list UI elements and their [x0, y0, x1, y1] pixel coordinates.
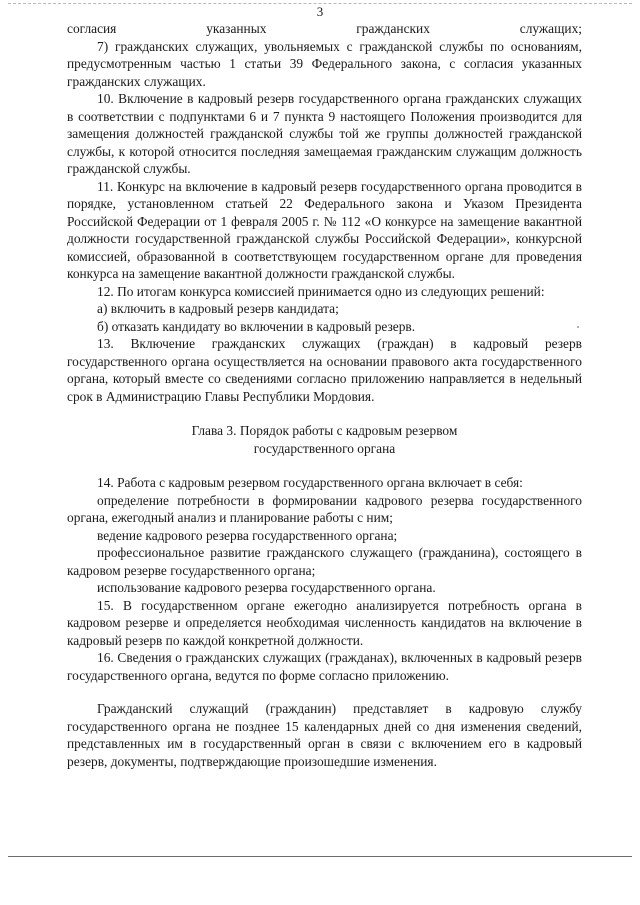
paragraph-14-item-definition: определение потребности в формировании кадрового резерва государственного органа, ежегодный анализ и планирование работы с ним; [67, 492, 582, 525]
paragraph-14-item-maintenance: ведение кадрового резерва государственного органа; [97, 527, 398, 543]
paragraph-10: 10. Включение в кадровый резерв государственного органа гражданских служащих в соответствии с подпунктами 6 и 7 пункта 9 настоящего Положения производится для замещения должностей гражданской службы той же группы должностей гражданской службы, к которой относится последняя замещаемая гражданским служащим должность гражданской службы. [67, 91, 582, 176]
paragraph-14-item-development: профессиональное развитие гражданского служащего (гражданина), состоящего в кадровом резерве государственного органа; [67, 545, 582, 578]
scan-speck [577, 326, 579, 328]
chapter-heading-line-1: Глава 3. Порядок работы с кадровым резервом [191, 423, 458, 438]
paragraph-consent-continuation: согласия указанных гражданских служащих; [67, 21, 582, 36]
paragraph-14-item-usage: использование кадрового резерва государственного органа. [97, 580, 436, 595]
chapter-3-heading [67, 422, 582, 457]
paragraph-11: 11. Конкурс на включение в кадровый резерв государственного органа проводится в порядке, установленном статьей 22 Федерального закона и Указом Президента Российской Федерации от 1 февраля 2005 г. № 112 «О конкурсе на замещение вакантной должности государственной гражданской службы Российской Федерации», конкурсной комиссией, образованной в соответствующем государственном органе для проведения конкурса на замещение вакантной должности гражданской службы. [67, 178, 582, 281]
paragraph-item-7: 7) гражданских служащих, увольняемых с гражданской службы по основаниям, предусмотренным частью 1 статьи 39 Федерального закона, с согласия указанных гражданских служащих. [67, 38, 582, 89]
paragraph-12: 12. По итогам конкурса комиссией принимается одно из следующих решений: [97, 283, 545, 299]
bottom-divider [8, 856, 632, 857]
document-body [67, 20, 582, 770]
paragraph-12-option-a: а) включить в кадровый резерв кандидата; [97, 301, 339, 316]
paragraph-16: 16. Сведения о гражданских служащих (гражданах), включенных в кадровый резерв государственного органа, ведутся по форме согласно приложению. [67, 650, 582, 683]
paragraph-13: 13. Включение гражданских служащих (граждан) в кадровый резерв государственного органа осуществляется на основании правового акта государственного органа, который вместе со сведениями согласно приложению направляется в недельный срок в Администрацию Главы Республики Мордовия. [67, 336, 582, 404]
chapter-heading-line-2: государственного органа [253, 440, 396, 456]
paragraph-15: 15. В государственном органе ежегодно анализируется потребность органа в кадровом резерве и определяется необходимая численность кандидатов на включение в кадровый резерв по каждой конкретной должности. [67, 597, 582, 648]
paragraph-12-option-b: б) отказать кандидату во включении в кадровый резерв. [97, 318, 416, 334]
paragraph-14: 14. Работа с кадровым резервом государственного органа включает в себя: [97, 475, 523, 490]
page-number: 3 [316, 4, 324, 19]
paragraph-citizen-obligation: Гражданский служащий (гражданин) представляет в кадровую службу государственного органа не позднее 15 календарных дней со дня изменения сведений, представленных им в государственный орган в связи с включением его в кадровый резерв, документы, подтверждающие произошедшие изменения. [67, 701, 582, 769]
